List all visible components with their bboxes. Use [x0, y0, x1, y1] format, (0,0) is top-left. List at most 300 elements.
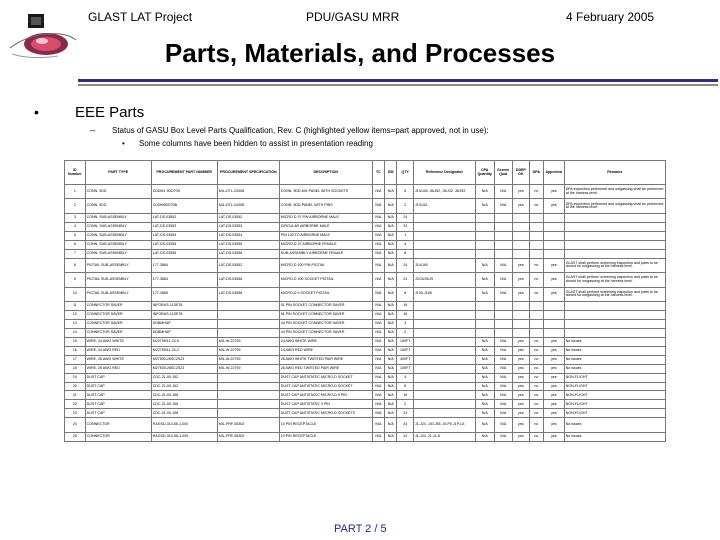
table-cell-ref [413, 328, 475, 337]
table-cell-em: N/A [385, 373, 397, 382]
table-cell-dpa: no [529, 373, 543, 382]
table-row [65, 432, 666, 441]
table-cell-screen: N/A [494, 418, 513, 432]
table-cell-id: 19 [65, 373, 86, 382]
table-cell-id: 5 [65, 231, 86, 240]
table-cell-ref [413, 337, 475, 346]
table-cell-tc: N/A [372, 382, 384, 391]
table-cell-ddep: yes [513, 409, 530, 418]
table-cell-app: yes [544, 355, 565, 364]
table-cell-tc: N/A [372, 301, 384, 310]
table-cell-cpa [475, 310, 494, 319]
table-cell-tc: N/A [372, 364, 384, 373]
table-row [65, 231, 666, 240]
table-cell-tc: N/A [372, 409, 384, 418]
table-cell-desc: DUST CAP ANTISTATIC MICRO-D 9 PIN [279, 391, 372, 400]
table-row [65, 319, 666, 328]
table-cell-qty: 8 [397, 249, 414, 258]
table-cell-screen [494, 231, 513, 240]
table-cell-tc: N/A [372, 240, 384, 249]
table-cell-ref [413, 249, 475, 258]
table-cell-tc: N/A [372, 328, 384, 337]
table-cell-desc: 44 PIN SOCKET CONNECTOR SAVER [279, 319, 372, 328]
table-cell-cpa: N/A [475, 409, 494, 418]
table-cell-spec: LAT-DS-03552 [217, 258, 279, 272]
table-cell-spec: MIL-DTL-24308 [217, 199, 279, 213]
table-cell-rem [564, 310, 665, 319]
table-cell-ref: J1-J24, J30-J55, J5-P5 J1P1-8 [413, 418, 475, 432]
table-cell-dpa: no [529, 337, 543, 346]
table-cell-ref: J14/J45, J6/J52, J6/J32, J6/J53 [413, 185, 475, 199]
table-header-row [65, 161, 666, 185]
table-cell-app: yes [544, 337, 565, 346]
table-cell-tc: N/A [372, 222, 384, 231]
table-cell-type: CONNECTOR SAVER [85, 319, 151, 328]
section-heading: EEE Parts [75, 104, 145, 121]
table-cell-type: CONN, SUB-ASSEMBLY [85, 240, 151, 249]
table-cell-spec [217, 391, 279, 400]
table-cell-screen: N/A [494, 391, 513, 400]
table-cell-rem: No issues [564, 355, 665, 364]
table-cell-pn: LAT-DS-03552 [151, 213, 217, 222]
table-cell-tc: N/A [372, 337, 384, 346]
table-cell-spec: LAT-DS-03552 [217, 213, 279, 222]
table-cell-type: CONNECTOR SAVER [85, 328, 151, 337]
table-cell-pn: LAT-DS-03556 [151, 249, 217, 258]
table-cell-qty: 4 [397, 240, 414, 249]
table-cell-rem: GLAST shall perform screening inspection and parts to be closed for outgassing at the harness level. [564, 287, 665, 301]
status-description: Status of GASU Box Level Parts Qualification, Rev. C (highlighted yellow items=part approved, not in use): [112, 126, 489, 135]
table-cell-screen: N/A [494, 373, 513, 382]
table-row [65, 249, 666, 258]
table-cell-id: 4 [65, 222, 86, 231]
column-header: DESCRIPTION [279, 161, 372, 185]
table-cell-qty: 24 [397, 213, 414, 222]
table-cell-ref [413, 319, 475, 328]
table-cell-dpa: no [529, 355, 543, 364]
table-cell-screen [494, 310, 513, 319]
table-cell-rem: GLAST shall perform screening inspection and parts to be closed for outgassing at the harness level. [564, 273, 665, 287]
table-cell-app: yes [544, 199, 565, 213]
table-cell-pn: CDC-21-00-158 [151, 400, 217, 409]
table-cell-app: yes [544, 346, 565, 355]
table-cell-id: 3 [65, 213, 86, 222]
table-cell-rem: NON-FLIGHT [564, 382, 665, 391]
table-cell-cpa: N/A [475, 185, 494, 199]
table-cell-pn: INFOBUS-11SE78 [151, 310, 217, 319]
table-cell-spec: MIL-W-22759 [217, 355, 279, 364]
table-cell-rem: NON-FLIGHT [564, 373, 665, 382]
table-cell-id: 17 [65, 355, 86, 364]
table-cell-tc: N/A [372, 213, 384, 222]
table-cell-cpa: N/A [475, 337, 494, 346]
table-cell-cpa [475, 319, 494, 328]
table-cell-type: CONNECTOR SAVER [85, 301, 151, 310]
table-cell-em: N/A [385, 310, 397, 319]
table-cell-spec [217, 409, 279, 418]
table-cell-qty: 24 [397, 273, 414, 287]
table-cell-pn: INFOBUS-11SE78 [151, 301, 217, 310]
table-cell-spec: LAT-DS-03556 [217, 287, 279, 301]
table-cell-ref [413, 222, 475, 231]
table-cell-pn: LAT-DS-03555 [151, 240, 217, 249]
table-cell-type: WIRE, 26 AWG RED [85, 364, 151, 373]
table-cell-id: 8 [65, 258, 86, 272]
table-body [65, 185, 666, 442]
table-cell-pn: CDDM9DD70B [151, 199, 217, 213]
table-cell-pn: 177-3864 [151, 273, 217, 287]
table-cell-ref [413, 301, 475, 310]
table-cell-app [544, 328, 565, 337]
table-cell-dpa [529, 249, 543, 258]
table-cell-tc: N/A [372, 199, 384, 213]
table-cell-id: 18 [65, 364, 86, 373]
table-cell-id: 20 [65, 382, 86, 391]
table-cell-qty: 6 [397, 287, 414, 301]
table-cell-screen: N/A [494, 432, 513, 441]
table-cell-qty: 150FT [397, 346, 414, 355]
table-cell-spec [217, 400, 279, 409]
table-cell-qty: 16 [397, 391, 414, 400]
table-cell-type: DUST CAP [85, 400, 151, 409]
table-cell-ddep: yes [513, 337, 530, 346]
table-cell-type: CONN, SUB-ASSEMBLY [85, 222, 151, 231]
table-cell-tc: N/A [372, 231, 384, 240]
table-cell-desc: DUST CAP ANTISTATIC MICRO-D SOCKET [279, 373, 372, 382]
table-cell-pn: M27500-26SC2S23 [151, 364, 217, 373]
table-cell-cpa: N/A [475, 355, 494, 364]
column-header: Reference Designator [413, 161, 475, 185]
table-cell-cpa [475, 301, 494, 310]
table-cell-cpa: N/A [475, 287, 494, 301]
table-cell-ddep: yes [513, 391, 530, 400]
table-cell-dpa: no [529, 185, 543, 199]
table-cell-id: 9 [65, 273, 86, 287]
table-cell-tc: N/A [372, 391, 384, 400]
table-cell-dpa [529, 328, 543, 337]
table-cell-screen: N/A [494, 409, 513, 418]
table-cell-qty: 400FT [397, 355, 414, 364]
table-cell-desc: 26 AWG WHITE TWISTED PAIR WIRE [279, 355, 372, 364]
table-cell-tc: N/A [372, 373, 384, 382]
table-cell-em: N/A [385, 222, 397, 231]
table-cell-em: N/A [385, 199, 397, 213]
table-cell-screen: N/A [494, 185, 513, 199]
table-cell-tc: N/A [372, 418, 384, 432]
table-cell-screen: N/A [494, 273, 513, 287]
table-cell-dpa: no [529, 287, 543, 301]
table-cell-tc: N/A [372, 355, 384, 364]
table-cell-type: DUST CAP [85, 391, 151, 400]
table-cell-pn: CDC-21-00-158 [151, 391, 217, 400]
table-cell-qty: 24 [397, 432, 414, 441]
table-cell-id: 1 [65, 185, 86, 199]
table-cell-app [544, 249, 565, 258]
table-cell-ref [413, 213, 475, 222]
table-cell-ref [413, 231, 475, 240]
table-cell-em: N/A [385, 185, 397, 199]
table-cell-type: DUST CAP [85, 382, 151, 391]
column-header: DPA [529, 161, 543, 185]
table-cell-rem: GLAST shall perform screening inspection and parts to be closed for outgassing at the harness level. [564, 258, 665, 272]
column-header: EM [385, 161, 397, 185]
table-row [65, 373, 666, 382]
table-cell-desc: CIRCULAR AIRBORNE MALE [279, 222, 372, 231]
table-cell-em: N/A [385, 287, 397, 301]
table-cell-type: PIGTAIL SUB-ASSEMBLY [85, 258, 151, 272]
table-cell-pn: RAGSD-310-56-1-000 [151, 432, 217, 441]
table-cell-ref: J130-J165 [413, 287, 475, 301]
table-row [65, 382, 666, 391]
table-cell-qty: 5 [397, 185, 414, 199]
table-cell-pn: 177-3864 [151, 258, 217, 272]
column-header: ID Number [65, 161, 86, 185]
table-cell-qty: 150FT [397, 337, 414, 346]
table-cell-app [544, 319, 565, 328]
table-cell-spec: MIL-W-22759 [217, 346, 279, 355]
table-cell-type: CONN, SUB-ASSEMBLY [85, 213, 151, 222]
table-cell-qty: 2 [397, 199, 414, 213]
table-cell-cpa [475, 249, 494, 258]
table-cell-em: N/A [385, 258, 397, 272]
table-cell-ref: J14/J45 [413, 258, 475, 272]
table-cell-cpa [475, 222, 494, 231]
table-cell-ddep: yes [513, 346, 530, 355]
table-cell-pn: DDBMHAP [151, 319, 217, 328]
column-header: PROCUREMENT SPECIFICATION [217, 161, 279, 185]
table-cell-rem [564, 249, 665, 258]
table-cell-ddep [513, 240, 530, 249]
table-cell-pn: LAT-DS-03553 [151, 222, 217, 231]
bullet-marker: • [34, 104, 39, 120]
table-cell-pn: DDBMHAP [151, 328, 217, 337]
table-cell-id: 22 [65, 400, 86, 409]
table-cell-rem [564, 328, 665, 337]
table-cell-qty: 3 [397, 319, 414, 328]
table-cell-spec: MIL-PRF-55302 [217, 418, 279, 432]
table-cell-pn: CDC-21-00-152 [151, 373, 217, 382]
table-cell-ddep: yes [513, 273, 530, 287]
table-cell-rem: DPA inspection performed and outgassing shall be performed at the harness level. [564, 185, 665, 199]
table-cell-desc: CONN, 9DD-MIL PANEL WITH SOCKETS [279, 185, 372, 199]
table-cell-rem: No issues [564, 337, 665, 346]
column-header: Remarks [564, 161, 665, 185]
table-cell-ddep: yes [513, 185, 530, 199]
table-cell-app: yes [544, 273, 565, 287]
table-cell-tc: N/A [372, 319, 384, 328]
table-cell-app [544, 231, 565, 240]
table-cell-ref: J14/J41 [413, 199, 475, 213]
table-cell-spec: LAT-DS-03555 [217, 240, 279, 249]
table-cell-em: N/A [385, 231, 397, 240]
table-cell-rem [564, 301, 665, 310]
table-cell-em: N/A [385, 364, 397, 373]
table-cell-rem: DPA inspection performed and outgassing shall be performed at the harness level. [564, 199, 665, 213]
table-cell-dpa: no [529, 391, 543, 400]
table-cell-ddep: yes [513, 287, 530, 301]
table-cell-type: CONN, SUB-ASSEMBLY [85, 231, 151, 240]
column-header: TC [372, 161, 384, 185]
table-cell-qty: 4 [397, 373, 414, 382]
table-cell-desc: 51 PIN SOCKET CONNECTOR SAVER [279, 301, 372, 310]
table-cell-spec: MIL-W-22759 [217, 337, 279, 346]
table-cell-spec: LAT-DS-03556 [217, 249, 279, 258]
table-row [65, 346, 666, 355]
table-cell-type: PIGTAIL SUB-ASSEMBLY [85, 273, 151, 287]
table-cell-type: DUST CAP [85, 373, 151, 382]
table-cell-qty: 16 [397, 310, 414, 319]
table-cell-spec: LAT-DS-03556 [217, 273, 279, 287]
table-cell-screen: N/A [494, 287, 513, 301]
table-cell-app: yes [544, 382, 565, 391]
table-cell-app: yes [544, 287, 565, 301]
table-cell-id: 7 [65, 249, 86, 258]
table-cell-dpa: no [529, 364, 543, 373]
table-cell-type: CONNECTOR [85, 432, 151, 441]
table-cell-pn: M22759/11-24-2 [151, 346, 217, 355]
table-cell-qty: 24 [397, 222, 414, 231]
table-cell-dpa [529, 222, 543, 231]
table-cell-id: 10 [65, 287, 86, 301]
table-cell-type: WIRE, 24 AWG RED [85, 346, 151, 355]
table-row [65, 337, 666, 346]
table-cell-type: CONNECTOR [85, 418, 151, 432]
table-cell-ref [413, 346, 475, 355]
table-cell-app: yes [544, 364, 565, 373]
table-cell-type: CONN, SUB-ASSEMBLY [85, 249, 151, 258]
table-cell-screen [494, 213, 513, 222]
table-cell-screen: N/A [494, 364, 513, 373]
table-cell-screen [494, 319, 513, 328]
table-cell-app [544, 240, 565, 249]
sub-bullet-note: Some columns have been hidden to assist in presentation reading [139, 139, 373, 148]
table-cell-em: N/A [385, 346, 397, 355]
table-cell-id: 16 [65, 346, 86, 355]
table-cell-cpa: N/A [475, 346, 494, 355]
table-cell-ddep [513, 213, 530, 222]
header-project: GLAST LAT Project [88, 10, 193, 24]
table-cell-screen: N/A [494, 355, 513, 364]
table-cell-screen [494, 222, 513, 231]
table-cell-desc: 51 PIN SOCKET CONNECTOR SAVER [279, 310, 372, 319]
table-cell-ddep [513, 301, 530, 310]
table-cell-id: 11 [65, 301, 86, 310]
table-cell-spec [217, 373, 279, 382]
table-cell-app [544, 310, 565, 319]
table-cell-desc: MICRO-D 100 SOCKET PIGTAIL [279, 273, 372, 287]
table-cell-screen [494, 249, 513, 258]
table-cell-screen: N/A [494, 337, 513, 346]
table-row [65, 418, 666, 432]
table-cell-rem [564, 213, 665, 222]
table-cell-tc: N/A [372, 273, 384, 287]
table-cell-em: N/A [385, 400, 397, 409]
table-cell-dpa: no [529, 258, 543, 272]
table-cell-ref: J3/J4/J5/J9 [413, 273, 475, 287]
table-cell-ref [413, 391, 475, 400]
table-cell-desc: MICRO-D 37 PIN AIRBORNE MALE [279, 213, 372, 222]
table-cell-qty: 16 [397, 301, 414, 310]
table-cell-rem: No issues [564, 346, 665, 355]
table-cell-ddep [513, 249, 530, 258]
table-cell-qty: 24 [397, 258, 414, 272]
header-date: 4 February 2005 [566, 10, 655, 24]
table-cell-em: N/A [385, 382, 397, 391]
page-title: Parts, Materials, and Processes [164, 38, 556, 68]
table-cell-em: N/A [385, 240, 397, 249]
table-cell-type: DUST CAP [85, 409, 151, 418]
table-cell-spec: MIL-PRF-55302 [217, 432, 279, 441]
table-cell-cpa: N/A [475, 199, 494, 213]
table-cell-app [544, 222, 565, 231]
table-cell-app: yes [544, 432, 565, 441]
table-cell-tc: N/A [372, 249, 384, 258]
table-cell-id: 13 [65, 319, 86, 328]
table-cell-cpa: N/A [475, 382, 494, 391]
table-row [65, 301, 666, 310]
table-cell-screen: N/A [494, 400, 513, 409]
table-cell-tc: N/A [372, 287, 384, 301]
table-cell-desc: 24 AWG RED WIRE [279, 346, 372, 355]
table-cell-pn: CDDM1 9DD70S [151, 185, 217, 199]
table-row [65, 199, 666, 213]
table-cell-ref [413, 355, 475, 364]
table-cell-app [544, 213, 565, 222]
table-cell-pn: CDC-21-00-158 [151, 409, 217, 418]
table-cell-tc: N/A [372, 310, 384, 319]
table-cell-app: yes [544, 400, 565, 409]
table-cell-spec: MIL-W-22759 [217, 364, 279, 373]
header-review: PDU/GASU MRR [306, 10, 400, 24]
table-row [65, 222, 666, 231]
table-cell-desc: PIN 100 TO AIRBORNE MALE [279, 231, 372, 240]
table-cell-pn: LAT-DS-03554 [151, 231, 217, 240]
table-cell-em: N/A [385, 409, 397, 418]
table-cell-ref [413, 364, 475, 373]
table-row [65, 364, 666, 373]
parts-qualification-table [64, 160, 666, 442]
table-cell-spec: MIL-DTL-24308 [217, 185, 279, 199]
table-cell-screen [494, 240, 513, 249]
table-cell-app: yes [544, 391, 565, 400]
table-cell-rem: NON-FLIGHT [564, 400, 665, 409]
table-cell-spec [217, 328, 279, 337]
table-cell-dpa: no [529, 346, 543, 355]
table-cell-dpa: no [529, 382, 543, 391]
table-cell-cpa: N/A [475, 400, 494, 409]
table-cell-ddep: yes [513, 382, 530, 391]
table-cell-rem [564, 231, 665, 240]
table-row [65, 240, 666, 249]
table-cell-cpa [475, 240, 494, 249]
table-cell-ref [413, 240, 475, 249]
table-cell-dpa: no [529, 400, 543, 409]
table-cell-dpa: no [529, 432, 543, 441]
table-cell-spec [217, 319, 279, 328]
table-cell-ddep: yes [513, 355, 530, 364]
table-cell-cpa [475, 231, 494, 240]
table-cell-em: N/A [385, 355, 397, 364]
table-cell-type: PIGTAIL SUB-ASSEMBLY [85, 287, 151, 301]
table-cell-desc: 10 PIN RECEPTACLE [279, 418, 372, 432]
title-rule-gray [78, 84, 718, 86]
table-row [65, 328, 666, 337]
table-cell-pn: 177-3865 [151, 287, 217, 301]
table-cell-dpa: no [529, 409, 543, 418]
table-cell-screen: N/A [494, 258, 513, 272]
table-cell-type: WIRE, 26 AWG WHITE [85, 355, 151, 364]
table-cell-qty: 2 [397, 400, 414, 409]
